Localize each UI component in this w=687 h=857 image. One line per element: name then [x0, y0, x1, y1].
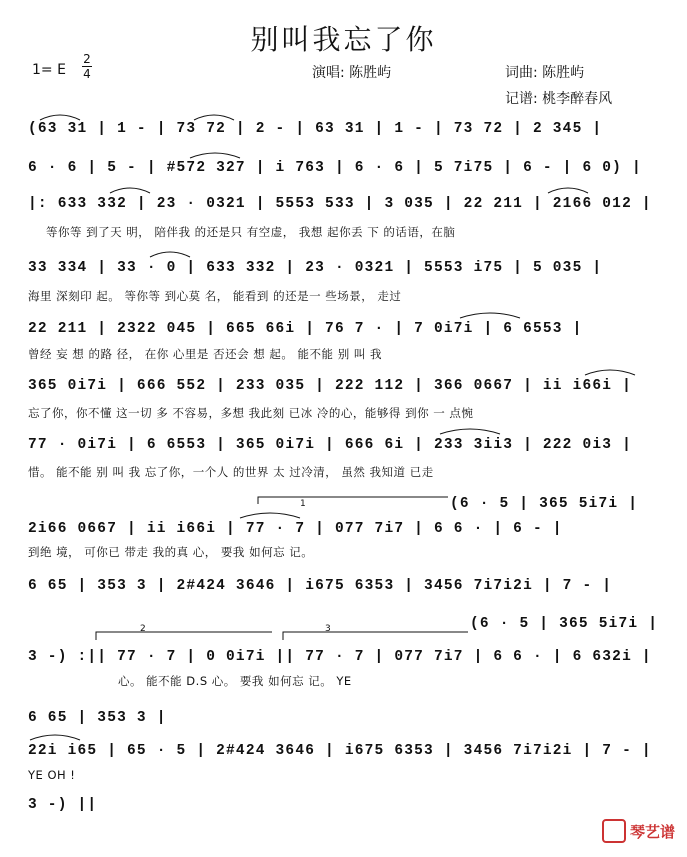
lyrics-row-10: 心。 能不能 D.S 心。 要我 如何忘 记。 YE: [118, 674, 352, 688]
time-bottom: 4: [83, 67, 91, 81]
slur-row6-a: [585, 370, 635, 375]
notes-row-11: 6 65 | 353 3 |: [28, 710, 167, 726]
notes-row-3: |: 633 332 | 23 · 0321 | 5553 533 | 3 035 | 22 211 | 2166 012 |: [28, 196, 652, 212]
volta-label-1: 1: [300, 499, 306, 509]
slur-row12-a: [30, 735, 80, 740]
notes-row-7: 77 · 0i7i | 6 6553 | 365 0i7i | 666 6i | 233 3ii3 | 222 0i3 |: [28, 437, 632, 453]
logo-icon: [602, 819, 626, 843]
notes-row-4: 33 334 | 33 · 0 | 633 332 | 23 · 0321 | 5553 i75 | 5 035 |: [28, 260, 603, 276]
lyrics-row-3: 等你等 到了天 明， 陪伴我 的还是只 有空虚， 我想 起你丢 下 的话语，在脑: [46, 225, 456, 239]
transcriber-credit: 记谱: 桃李醉春风: [505, 91, 613, 107]
volta-bracket-1: [258, 497, 448, 504]
slur-row8-a: [240, 513, 300, 518]
notes-row-12: 22i i65 | 65 · 5 | 2#424 3646 | i675 6353 | 3456 7i7i2i | 7 - |: [28, 743, 652, 759]
slur-row5-a: [460, 313, 520, 318]
notes-row-6: 365 0i7i | 666 552 | 233 035 | 222 112 | 366 0667 | ii i66i |: [28, 378, 632, 394]
notes-row-10: 3 -) :|| 77 · 7 | 0 0i7i || 77 · 7 | 077 7i7 | 6 6 · | 6 632i |: [28, 649, 652, 665]
notes-row-9: 6 65 | 353 3 | 2#424 3646 | i675 6353 | 3456 7i7i2i | 7 - |: [28, 578, 613, 594]
slur-row3-b: [548, 188, 588, 193]
watermark-text: 琴艺谱: [629, 822, 675, 841]
composer-credit: 词曲: 陈胜屿: [505, 65, 585, 81]
slur-row2-a: [190, 153, 240, 158]
lyrics-row-5: 曾经 妄 想 的路 径， 在你 心里是 否还会 想 起。 能不能 别 叫 我: [28, 347, 383, 361]
notes-row-2: 6 · 6 | 5 - | #572 327 | i 763 | 6 · 6 | 5 7i75 | 6 - | 6 0) |: [28, 160, 642, 176]
watermark: [602, 819, 675, 843]
notes-row-13: 3 -) ||: [28, 797, 98, 813]
song-title: 别叫我忘了你: [250, 23, 437, 56]
slur-row1-b: [194, 115, 234, 120]
slur-row4-a: [150, 252, 190, 257]
volta-label-2: 2: [140, 624, 146, 634]
volta-label-3: 3: [325, 624, 331, 634]
slur-row1-a: [40, 115, 80, 120]
intro-overlay-1: (6 · 5 | 365 5i7i |: [450, 496, 639, 512]
notes-row-8: 2i66 0667 | ii i66i | 77 · 7 | 077 7i7 | 6 6 · | 6 - |: [28, 521, 563, 537]
key-signature: 1= E: [32, 62, 66, 78]
lyrics-row-12: YE OH !: [28, 768, 76, 782]
lyrics-row-4: 海里 深刻印 起。 等你等 到心莫 名， 能看到 的还是一 些场景， 走过: [28, 289, 402, 303]
volta-bracket-2: [96, 632, 272, 640]
lyrics-row-7: 惜。 能不能 别 叫 我 忘了你，一个人 的世界 太 过冷清， 虽然 我知道 已走: [28, 465, 434, 479]
time-top: 2: [83, 52, 91, 66]
notes-row-1: (63 31 | 1 - | 73 72 | 2 - | 63 31 | 1 - | 73 72 | 2 345 |: [28, 121, 603, 137]
singer-credit: 演唱: 陈胜屿: [312, 65, 392, 81]
volta-bracket-3: [283, 632, 468, 640]
slur-row7-a: [440, 429, 500, 434]
notes-row-5: 22 211 | 2322 045 | 665 66i | 76 7 · | 7 0i7i | 6 6553 |: [28, 321, 583, 337]
lyrics-row-8: 到绝 境， 可你已 带走 我的真 心， 要我 如何忘 记。: [28, 545, 314, 559]
lyrics-row-6: 忘了你，你不懂 这一切 多 不容易，多想 我此刻 已冰 冷的心，能够得 到你 一 点惋: [28, 406, 474, 420]
intro-overlay-2: (6 · 5 | 365 5i7i |: [470, 616, 659, 632]
slur-row3-a: [110, 188, 150, 193]
